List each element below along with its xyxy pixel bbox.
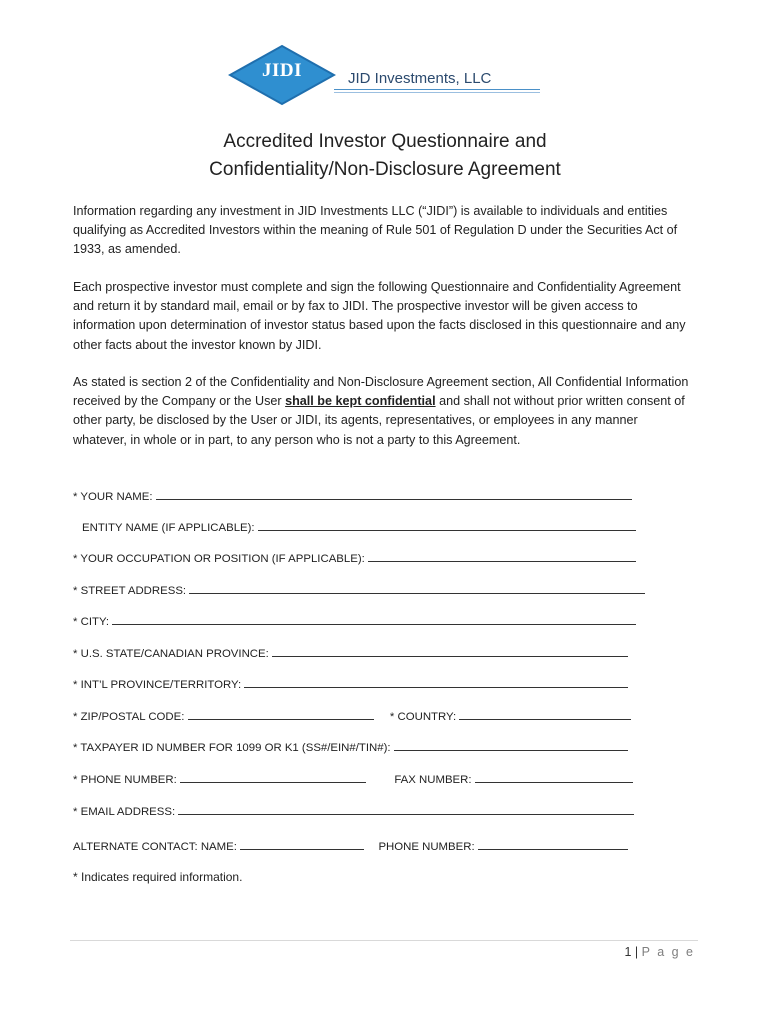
confidentiality-paragraph — [73, 373, 693, 450]
occupation-label: * YOUR OCCUPATION OR POSITION (IF APPLICABLE): — [73, 553, 365, 565]
title-line-2: Confidentiality/Non-Disclosure Agreement — [209, 159, 561, 180]
logo-company-name: JID Investments, LLC — [348, 70, 492, 87]
email-row — [73, 804, 634, 819]
zip-field[interactable] — [188, 709, 374, 720]
confidentiality-text-start: As stated is section 2 of the Confidentiality and Non-Disclosure Agreement section, All Confidential Information received by the Company or the User — [73, 375, 689, 409]
phone-fax-row — [73, 772, 633, 787]
entity-name-field[interactable] — [258, 520, 636, 531]
company-logo — [228, 44, 548, 110]
entity-name-row — [82, 520, 636, 535]
page-separator: | — [631, 945, 642, 959]
alt-contact-name-field[interactable] — [240, 839, 364, 850]
occupation-row — [73, 551, 636, 566]
street-address-label: * STREET ADDRESS: — [73, 585, 187, 597]
state-label: * U.S. STATE/CANADIAN PROVINCE: — [73, 648, 269, 660]
your-name-row — [73, 489, 632, 504]
fax-label: FAX NUMBER: — [394, 774, 472, 786]
intl-province-field[interactable] — [244, 677, 628, 688]
phone-label: * PHONE NUMBER: — [73, 774, 177, 786]
alt-phone-field[interactable] — [478, 839, 628, 850]
your-name-field[interactable] — [156, 489, 632, 500]
confidentiality-emphasis: shall be kept confidential — [285, 394, 436, 409]
street-address-row — [73, 583, 645, 598]
email-label: * EMAIL ADDRESS: — [73, 806, 176, 818]
page-title — [0, 128, 770, 184]
footer-divider — [70, 940, 698, 941]
city-label: * CITY: — [73, 616, 110, 628]
page-word: P a g e — [641, 945, 695, 959]
intro-paragraph: Information regarding any investment in JID Investments LLC (“JIDI”) is available to individuals and entities qualifying as Accredited Investors within the meaning of Rule 501 of Regulation D under the Securities Act of 1933, as amended. — [73, 204, 678, 257]
phone-field[interactable] — [180, 772, 366, 783]
confidentiality-text-end: and shall not without prior written consent of other party, be disclosed by the User or JIDI, its agents, representatives, or employees in any manner whatever, in whole or in part, to any person who is not a party to this Agreement. — [73, 394, 685, 447]
your-name-label: * YOUR NAME: — [73, 491, 153, 503]
intl-province-row — [73, 677, 628, 692]
email-field[interactable] — [178, 804, 634, 815]
state-row — [73, 646, 628, 661]
fax-field[interactable] — [475, 772, 633, 783]
zip-label: * ZIP/POSTAL CODE: — [73, 711, 185, 723]
street-address-field[interactable] — [189, 583, 645, 594]
required-note: * Indicates required information. — [73, 870, 243, 884]
title-line-1: Accredited Investor Questionnaire and — [223, 131, 547, 152]
taxpayer-id-label: * TAXPAYER ID NUMBER FOR 1099 OR K1 (SS#/EIN#/TIN#): — [73, 742, 391, 754]
occupation-field[interactable] — [368, 551, 636, 562]
alternate-contact-row — [73, 839, 628, 854]
entity-name-label: ENTITY NAME (IF APPLICABLE): — [82, 522, 255, 534]
city-field[interactable] — [112, 614, 636, 625]
page-footer — [624, 945, 695, 959]
logo-rule-secondary — [334, 92, 540, 93]
intl-province-label: * INT’L PROVINCE/TERRITORY: — [73, 679, 242, 691]
alt-contact-label: ALTERNATE CONTACT: NAME: — [73, 841, 237, 853]
logo-rule — [334, 89, 540, 90]
state-field[interactable] — [272, 646, 628, 657]
country-label: * COUNTRY: — [389, 711, 457, 723]
alt-phone-label: PHONE NUMBER: — [378, 841, 475, 853]
taxpayer-id-field[interactable] — [394, 740, 628, 751]
logo-mark-text: JIDI — [261, 60, 302, 81]
taxpayer-id-row — [73, 740, 628, 755]
instructions-paragraph: Each prospective investor must complete and sign the following Questionnaire and Confidentiality Agreement and return it by standard mail, email or by fax to JIDI. The prospective investor will be given access to information upon determination of investor status based upon the facts disclosed in this questionnaire and any other facts about the investor known by JIDI. — [73, 280, 686, 352]
country-field[interactable] — [459, 709, 631, 720]
zip-country-row — [73, 709, 631, 724]
city-row — [73, 614, 636, 629]
page-number: 1 — [624, 945, 632, 959]
